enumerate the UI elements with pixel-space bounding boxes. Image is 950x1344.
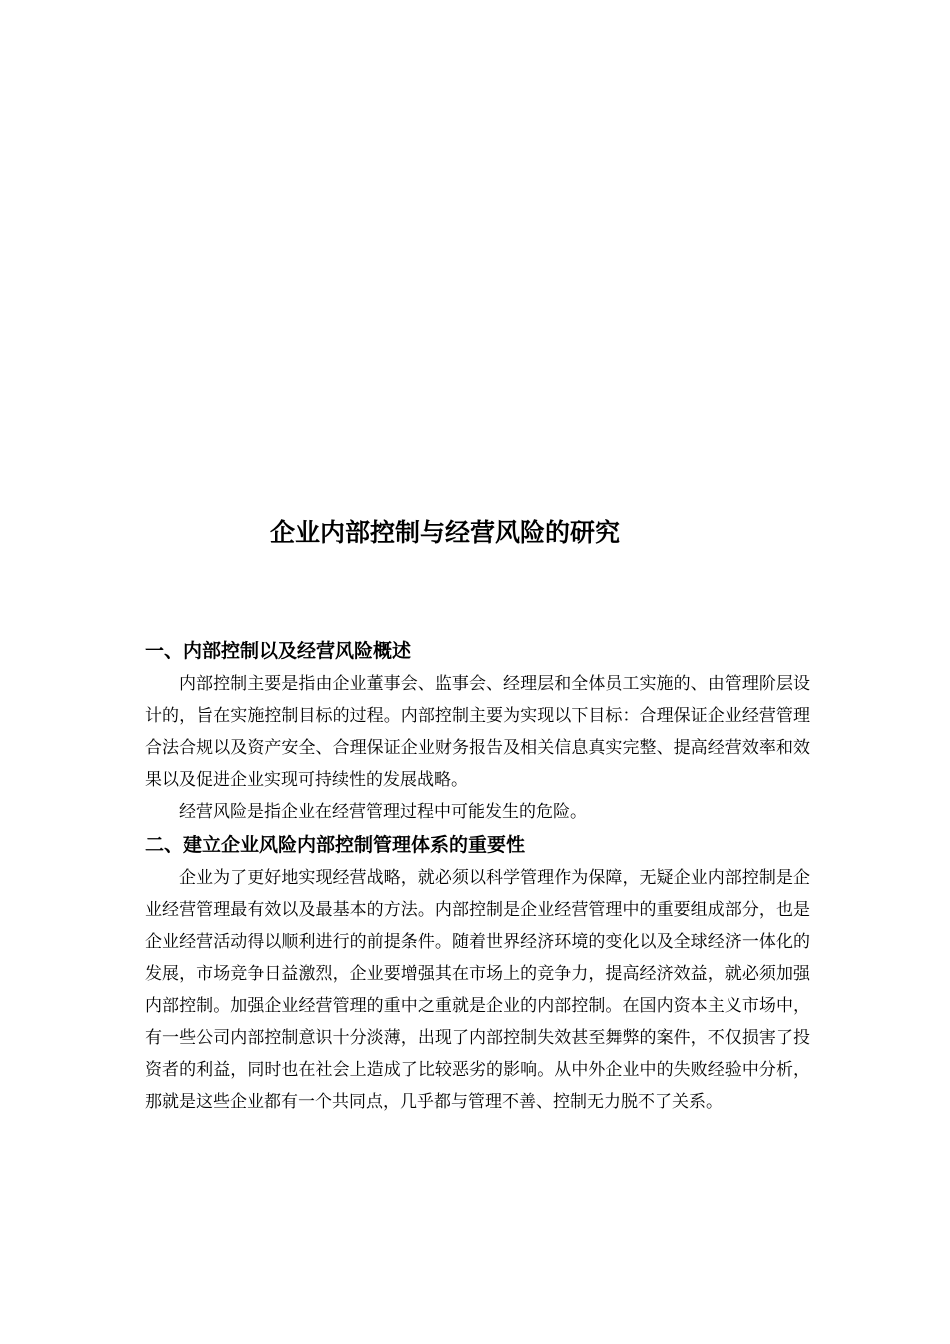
paragraph: 企业为了更好地实现经营战略，就必须以科学管理作为保障，无疑企业内部控制是企业经营管理最有效以及最基本的方法。内部控制是企业经营管理中的重要组成部分，也是企业经营活动得以顺利进行的前提条件。随着世界经济环境的变化以及全球经济一体化的发展，市场竞争日益激烈，企业要增强其在市场上的竞争力，提高经济效益，就必须加强内部控制。加强企业经营管理的重中之重就是企业的内部控制。在国内资本主义市场中，有一些公司内部控制意识十分淡薄，出现了内部控制失效甚至舞弊的案件，不仅损害了投资者的利益，同时也在社会上造成了比较恶劣的影响。从中外企业中的失败经验中分析，那就是这些企业都有一个共同点，几乎都与管理不善、控制无力脱不了关系。 (145, 868, 810, 1112)
paragraph: 经营风险是指企业在经营管理过程中可能发生的危险。 (179, 802, 587, 822)
section-importance (145, 828, 810, 1118)
section-overview (145, 634, 810, 828)
section-heading: 一、内部控制以及经营风险概述 (145, 640, 412, 662)
document-title: 企业内部控制与经营风险的研究 (269, 518, 620, 547)
document-body (145, 634, 810, 1118)
section-heading: 二、建立企业风险内部控制管理体系的重要性 (145, 834, 526, 856)
paragraph: 内部控制主要是指由企业董事会、监事会、经理层和全体员工实施的、由管理阶层设计的，旨在实施控制目标的过程。内部控制主要为实现以下目标：合理保证企业经营管理合法合规以及资产安全、合理保证企业财务报告及相关信息真实完整、提高经营效率和效果以及促进企业实现可持续性的发展战略。 (145, 674, 810, 790)
